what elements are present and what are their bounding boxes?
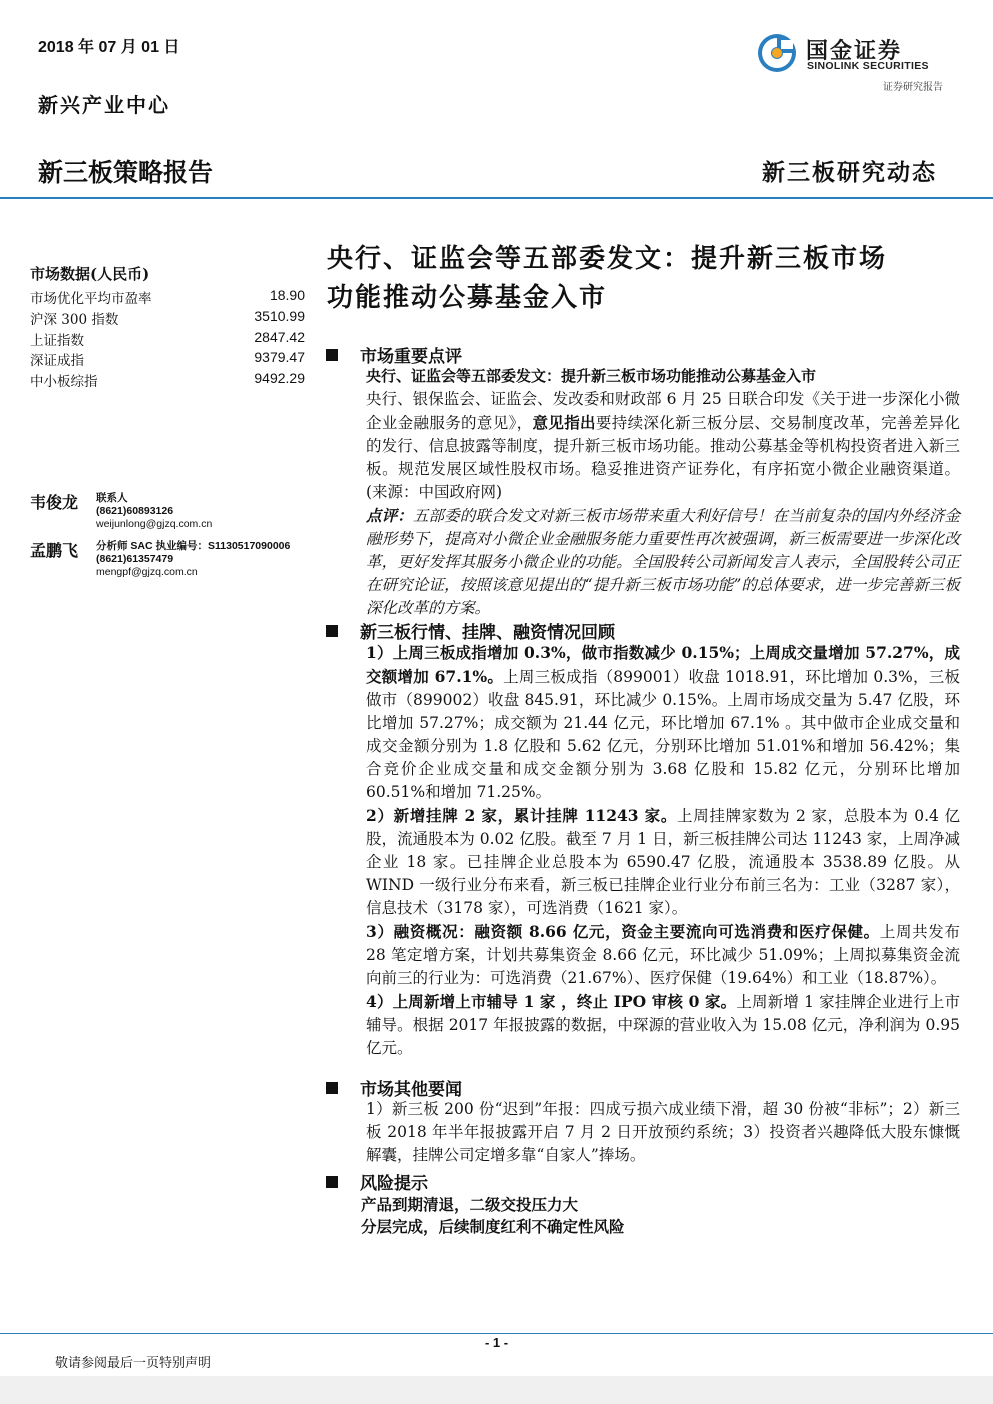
page-number: - 1 - [484,1335,509,1350]
market-data-label: 中小板综指 [30,374,98,390]
section-heading-text: 市场重要点评 [360,347,462,367]
paragraph-emphasis: 3）融资概况：融资额 8.66 亿元，资金主要流向可选消费和医疗保健。 [366,922,880,941]
logo-subtitle: 证券研究报告 [883,82,943,93]
market-data-label: 深证成指 [30,353,84,369]
section-subtitle: 央行、证监会等五部委发文：提升新三板市场功能推动公募基金入市 [366,367,817,385]
analyst-info [96,492,212,531]
section-heading-text: 新三板行情、挂牌、融资情况回顾 [360,623,615,643]
paragraph-text: 央行、银保监会、证监会、发改委和财政部 6 月 25 日联合印发《关于进一步深化小微企业金融服务的意见》， [366,390,960,432]
paragraph-text: 上周三板成指（899001）收盘 1018.91，环比增加 0.3%，三板做市（899002）收盘 845.91，环比减少 0.15%。上周市场成交量为 5.47 亿股，环比增加 57.27%；成交额为 21.44 亿元，环比增加 67.1% 。其中做市企业成交量和成交金额分别为 1.8 亿股和 5.62 亿元，分别环比增加 51.01%和增加 56.42%；集合竞价企业成交量和成交金额分别为 3.68 亿股和 15.82 亿元，分别环比增加 60.51%和增加 71.25%。 [366,668,960,801]
analyst-role: 联系人 [96,492,128,504]
logo-chinese-name: 国金证券 [806,39,903,64]
section-heading [326,618,615,643]
section-heading-text: 市场其他要闻 [360,1080,462,1100]
header-divider [0,197,993,199]
footer-disclaimer: 敬请参阅最后一页特别声明 [55,1356,212,1371]
paragraph [366,990,960,1060]
analyst-name: 孟鹏飞 [30,541,79,560]
analyst-email[interactable]: weijunlong@gjzq.com.cn [96,518,213,530]
paragraph-text: 要持续深化新三板分层、交易制度改革，完善差异化的发行、信息披露等制度，提升新三板市场功能。推动公募基金等机构投资者进入新三板。规范发展区域性股权市场。稳妥推进资产证券化，有序拓宽小微企业融资渠道。(来源：中国政府网) [366,414,960,501]
paragraph-emphasis: 意见指出 [532,413,596,432]
paragraph-emphasis: 1）上周三板成指增加 0.3%，做市指数减少 0.15%；上周成交量增加 57.27%，成交额增加 67.1%。 [366,643,960,686]
footer-divider [0,1333,993,1334]
section-heading [326,342,462,367]
paragraph [366,388,960,504]
risk-item: 产品到期清退，二级交投压力大 [361,1195,579,1214]
comment-paragraph [366,504,960,620]
market-data-label: 沪深 300 指数 [30,312,119,328]
department-name: 新兴产业中心 [38,93,170,117]
market-data-value: 18.90 [269,287,305,303]
main-title [327,240,967,318]
paragraph [366,920,960,990]
market-data-row [30,287,305,307]
analyst-role: 分析师 SAC 执业编号：S1130517090006 [96,540,291,552]
market-data-title: 市场数据(人民币) [30,265,150,283]
market-data-label: 市场优化平均市盈率 [30,291,152,307]
paragraph-emphasis: 4）上周新增上市辅导 1 家 ，终止 IPO 审核 0 家。 [366,992,737,1011]
main-title-line: 功能推动公募基金入市 [327,283,608,313]
analyst-phone: (8621)60893126 [96,505,174,517]
paragraph-text: 上周新增 1 家挂牌企业进行上市辅导。根据 2017 年报披露的数据，中琛源的营业收入为 15.08 亿元，净利润为 0.95 亿元。 [366,993,960,1057]
comment-text: 五部委的联合发文对新三板市场带来重大利好信号！在当前复杂的国内外经济金融形势下，提高对小微企业金融服务能力重要性再次被强调，新三板需要进一步深化改革，更好发挥其服务小微企业的功能。全国股转公司新闻发言人表示，全国股转公司正在研究论证，按照该意见提出的“提升新三板市场功能”的总体要求，进一步完善新三板深化改革的方案。 [366,507,960,617]
analyst-name: 韦俊龙 [30,493,79,512]
analyst-email[interactable]: mengpf@gjzq.com.cn [96,566,198,578]
sinolink-logo-icon [756,32,798,74]
market-data-value: 9492.29 [254,370,305,386]
section-heading [326,1075,462,1100]
square-bullet-icon [326,625,338,637]
market-data-row [30,370,305,390]
paragraph-text: 上周挂牌家数为 2 家，总股本为 0.4 亿股，流通股本为 0.02 亿股。截至 7 月 1 日，新三板挂牌公司达 11243 家，上周净减企业 18 家。已挂牌企业总股本为 6590.47 亿股，流通股本 3538.89 亿股。从 WIND 一级行业分布来看，新三板已挂牌企业行业分布前三名为：工业（3287 家），信息技术（3178 家），可选消费（1621 家）。 [366,807,960,917]
analyst-phone: (8621)61357479 [96,553,174,565]
section-heading-text: 风险提示 [360,1174,428,1194]
main-title-line: 央行、证监会等五部委发文：提升新三板市场 [327,244,888,274]
square-bullet-icon [326,1176,338,1188]
section-heading [326,1169,428,1194]
market-data-row [30,329,305,349]
paragraph-emphasis: 2）新增挂牌 2 家，累计挂牌 11243 家。 [366,806,678,825]
paragraph: 1）新三板 200 份“迟到”年报：四成亏损六成业绩下滑，超 30 份被“非标”；2）新三板 2018 年半年报披露开启 7 月 2 日开放预约系统；3）投资者兴趣降低大股东慷慨解囊，挂牌公司定增多靠“自家人”捧场。 [366,1100,960,1164]
market-data-value: 3510.99 [254,308,305,324]
market-data-value: 9379.47 [254,349,305,365]
square-bullet-icon [326,1082,338,1094]
paragraph [366,804,960,920]
report-date: 2018 年 07 月 01 日 [38,39,180,56]
report-subtype: 新三板研究动态 [762,159,937,186]
square-bullet-icon [326,349,338,361]
paragraph-text: 上周共发布 28 笔定增方案，计划共募集资金 8.66 亿元，环比减少 51.09%；上周拟募集资金流向前三的行业为：可选消费（21.67%）、医疗保健（19.64%）和工业（18.87%）。 [366,923,960,987]
analyst-info [96,540,290,579]
market-data-value: 2847.42 [254,329,305,345]
company-logo [756,32,946,74]
logo-english-name: SINOLINK SECURITIES [807,60,929,72]
section-body [366,641,960,1060]
market-data-row [30,308,305,328]
section-body [366,365,960,620]
market-data-row [30,349,305,369]
comment-label: 点评： [366,506,413,525]
market-data-label: 上证指数 [30,333,84,349]
bottom-band [0,1376,993,1404]
paragraph [366,641,960,804]
risk-item: 分层完成，后续制度红利不确定性风险 [361,1217,625,1236]
section-body [366,1098,960,1167]
report-type: 新三板策略报告 [38,159,214,187]
